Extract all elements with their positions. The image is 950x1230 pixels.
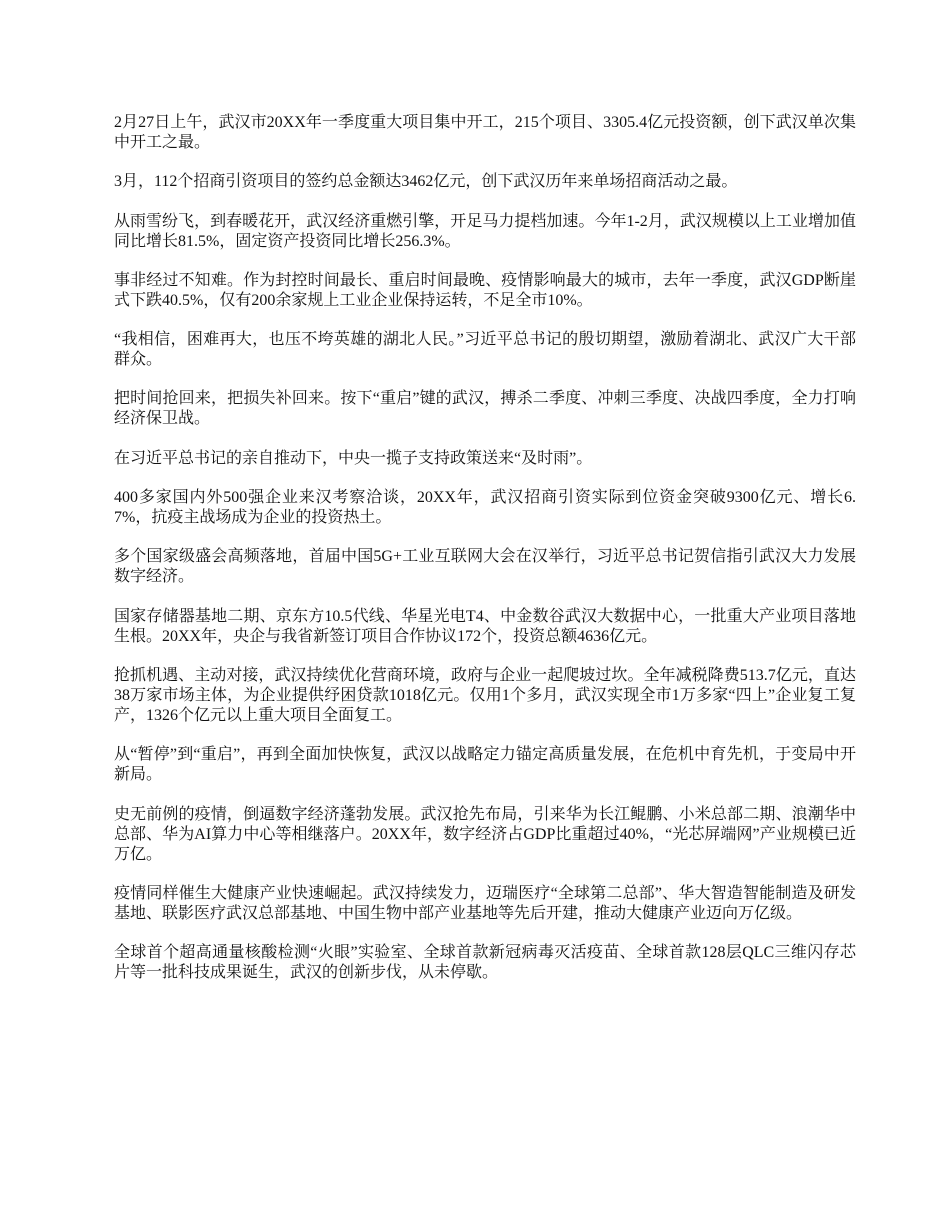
document-body (114, 113, 856, 1002)
paragraph-4: 事非经过不知难。作为封控时间最长、重启时间最晚、疫情影响最大的城市，去年一季度，武汉GDP断崖式下跌40.5%，仅有200余家规上工业企业保持运转，不足全市10%。 (114, 271, 856, 309)
paragraph-3: 从雨雪纷飞，到春暖花开，武汉经济重燃引擎，开足马力提档加速。今年1-2月，武汉规模以上工业增加值同比增长81.5%，固定资产投资同比增长256.3%。 (114, 212, 856, 250)
paragraph-5: “我相信，困难再大，也压不垮英雄的湖北人民。”习近平总书记的殷切期望，激励着湖北、武汉广大干部群众。 (114, 331, 856, 369)
paragraph-8: 400多家国内外500强企业来汉考察洽谈，20XX年，武汉招商引资实际到位资金突破9300亿元、增长6.7%，抗疫主战场成为企业的投资热土。 (114, 489, 856, 527)
paragraph-13: 史无前例的疫情，倒逼数字经济蓬勃发展。武汉抢先布局，引来华为长江鲲鹏、小米总部二期、浪潮华中总部、华为AI算力中心等相继落户。20XX年，数字经济占GDP比重超过40%，“光芯屏端网”产业规模已近万亿。 (114, 805, 856, 863)
paragraph-7: 在习近平总书记的亲自推动下，中央一揽子支持政策送来“及时雨”。 (114, 449, 593, 467)
paragraph-14: 疫情同样催生大健康产业快速崛起。武汉持续发力，迈瑞医疗“全球第二总部”、华大智造智能制造及研发基地、联影医疗武汉总部基地、中国生物中部产业基地等先后开建，推动大健康产业迈向万亿级。 (114, 884, 856, 922)
paragraph-9: 多个国家级盛会高频落地，首届中国5G+工业互联网大会在汉举行，习近平总书记贺信指引武汉大力发展数字经济。 (114, 548, 856, 586)
paragraph-6: 把时间抢回来，把损失补回来。按下“重启”键的武汉，搏杀二季度、冲刺三季度、决战四季度，全力打响经济保卫战。 (114, 390, 856, 428)
paragraph-12: 从“暂停”到“重启”，再到全面加快恢复，武汉以战略定力锚定高质量发展，在危机中育先机，于变局中开新局。 (114, 746, 856, 784)
paragraph-1: 2月27日上午，武汉市20XX年一季度重大项目集中开工，215个项目、3305.4亿元投资额，创下武汉单次集中开工之最。 (114, 114, 856, 151)
paragraph-11: 抢抓机遇、主动对接，武汉持续优化营商环境，政府与企业一起爬坡过坎。全年减税降费513.7亿元，直达38万家市场主体，为企业提供纾困贷款1018亿元。仅用1个多月，武汉实现全市1万多家“四上”企业复工复产，1326个亿元以上重大项目全面复工。 (114, 666, 856, 724)
paragraph-15: 全球首个超高通量核酸检测“火眼”实验室、全球首款新冠病毒灭活疫苗、全球首款128层QLC三维闪存芯片等一批科技成果诞生，武汉的创新步伐，从未停歇。 (114, 944, 856, 982)
paragraph-2: 3月，112个招商引资项目的签约总金额达3462亿元，创下武汉历年来单场招商活动之最。 (114, 173, 738, 191)
paragraph-10: 国家存储器基地二期、京东方10.5代线、华星光电T4、中金数谷武汉大数据中心，一批重大产业项目落地生根。20XX年，央企与我省新签订项目合作协议172个，投资总额4636亿元。 (114, 607, 856, 645)
